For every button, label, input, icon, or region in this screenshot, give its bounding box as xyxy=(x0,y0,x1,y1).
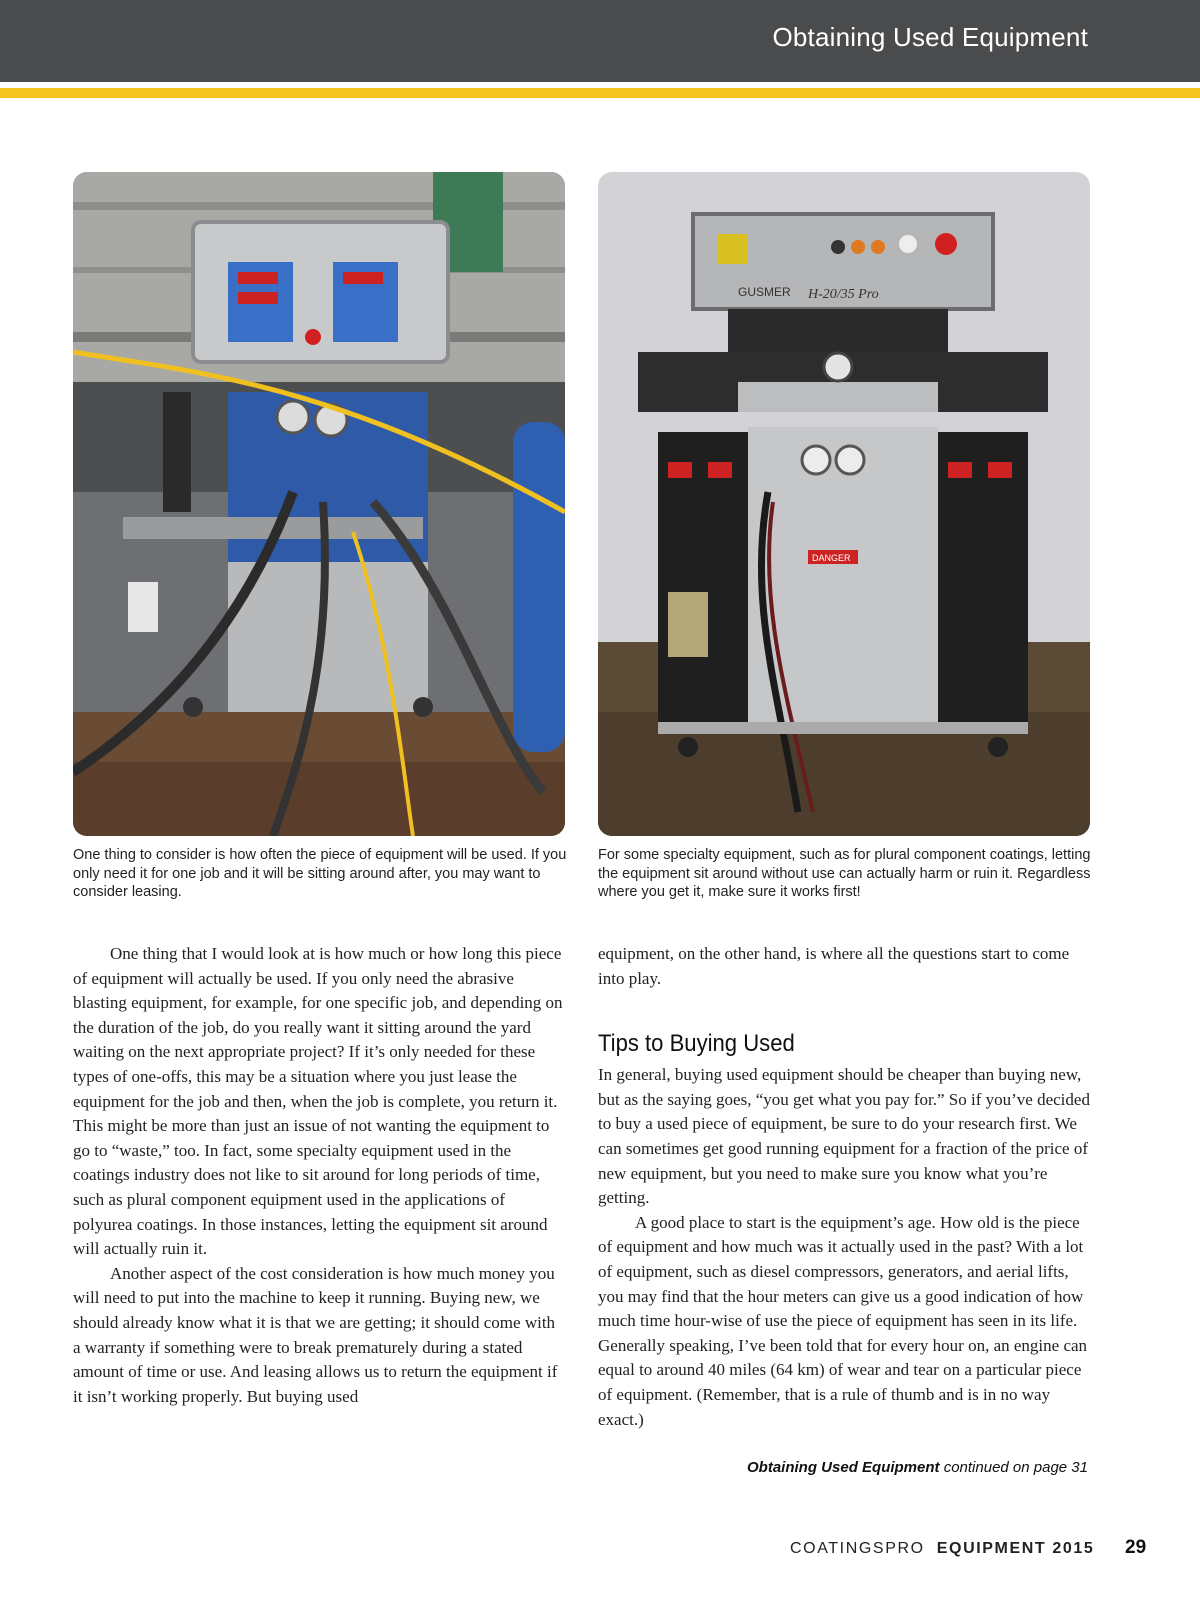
brand-name-light: COATINGS xyxy=(790,1540,886,1557)
continued-title: Obtaining Used Equipment xyxy=(747,1459,940,1476)
article-column-right xyxy=(598,942,1090,1432)
photo-caption-right: For some specialty equipment, such as for plural component coatings, letting the equipment sit around without use can actually harm or ruin it. Regardless where you get it, make sure it works first! xyxy=(598,847,1091,900)
publication-footer xyxy=(790,1540,1094,1558)
article-paragraph: equipment, on the other hand, is where all the questions start to come into play. xyxy=(598,944,1070,988)
continued-page-reference: continued on page 31 xyxy=(939,1459,1088,1476)
header-accent-stripe xyxy=(0,88,1200,98)
danger-label: DANGER xyxy=(812,553,851,563)
header-bar xyxy=(0,0,1200,82)
model-plate-text: H-20/35 Pro xyxy=(808,287,879,302)
article-paragraph: A good place to start is the equipment’s age. How old is the piece of equipment and how much was it actually used in the past? With a lot of equipment, such as diesel compressors, generators, and aerial lifts, you may find that the hour meters can give us a good indication of how much time hour-wise of use the piece of equipment has seen in its life. Generally speaking, I’ve been told that for every hour on, an engine can equal to around 40 miles (64 km) of wear and tear on a particular piece of equipment. (Remember, that is a rule of thumb and is in no way exact.) xyxy=(598,1212,1088,1429)
article-paragraph: In general, buying used equipment should be cheaper than buying new, but as the saying goes, “you get what you pay for.” So if you’ve decided to buy a used piece of equipment, be sure to do your research first. We can sometimes get good running equipment for a fraction of the price of new equipment, but you need to make sure you know what you’re getting. xyxy=(598,1065,1090,1208)
issue-title: EQUIPMENT 2015 xyxy=(936,1540,1095,1557)
continued-notice xyxy=(747,1459,1088,1476)
equipment-photo-left xyxy=(73,172,565,836)
brand-plate-text: GUSMER xyxy=(738,285,791,299)
brand-name-pro: PRO xyxy=(885,1540,925,1557)
article-column-left xyxy=(73,942,565,1409)
equipment-photo-right xyxy=(598,172,1090,836)
article-paragraph: Another aspect of the cost consideration is how much money you will need to put into the machine to keep it running. Buying new, we should already know what it is that we are getting; it should come with a warranty if something were to break prematurely during a stated amount of time or use. And leasing allows us to return the equipment if it isn’t working properly. But buying used xyxy=(73,1263,558,1406)
section-title: Obtaining Used Equipment xyxy=(772,22,1088,52)
spray-rig-illustration xyxy=(73,172,565,836)
section-heading: Tips to Buying Used xyxy=(598,1030,795,1058)
proportioner-illustration xyxy=(598,172,1090,836)
article-paragraph: One thing that I would look at is how much or how long this piece of equipment will actually be used. If you only need the abrasive blasting equipment, for example, for one specific job, and depending on the duration of the job, do you really want it sitting around the yard waiting on the next appropriate project? If it’s only needed for these types of one-offs, this may be a situation where you just lease the equipment for the job and then, when the job is complete, you return it. This might be more than just an issue of not wanting the equipment to go to “waste,” too. In fact, some specialty equipment used in the coatings industry does not like to sit around for long periods of time, such as plural component equipment used in the applications of polyurea coatings. In those instances, letting the equipment sit around will actually ruin it. xyxy=(73,944,563,1259)
page-number: 29 xyxy=(1125,1537,1147,1558)
photo-caption-left: One thing to consider is how often the piece of equipment will be used. If you only need it for one job and it will be sitting around after, you may want to consider leasing. xyxy=(73,847,567,900)
